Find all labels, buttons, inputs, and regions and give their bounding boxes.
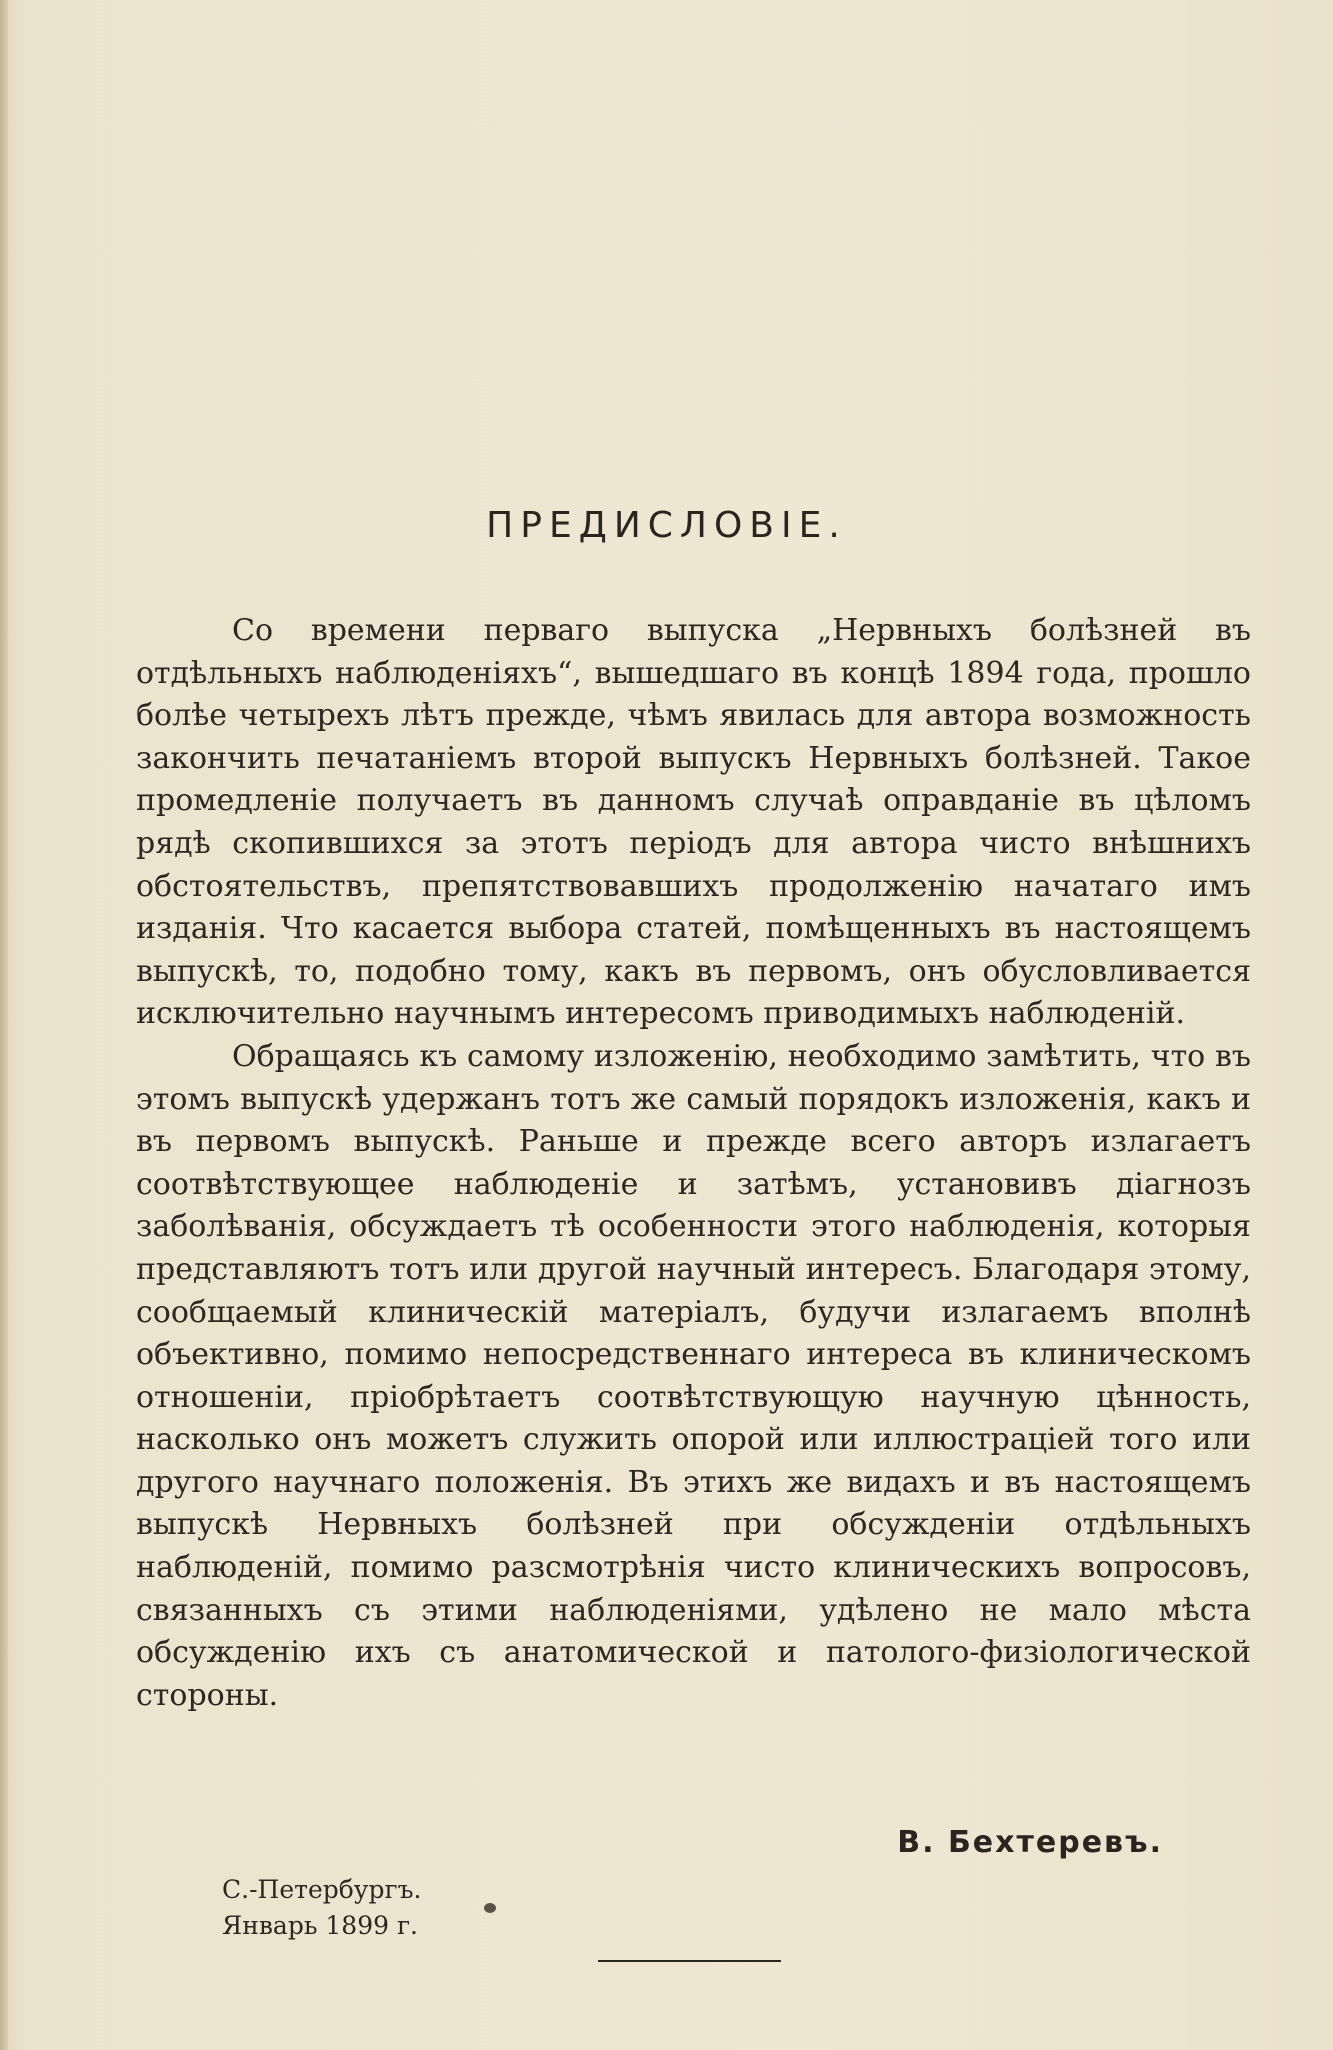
binding-edge [0, 0, 8, 2050]
author-signature: В. Бехтеревъ. [897, 1825, 1163, 1860]
page-heading: ПРЕДИСЛОВІЕ. [486, 505, 847, 546]
place-label: С.-Петербургъ. [222, 1875, 422, 1904]
paragraph-2: Обращаясь къ самому изложенію, необходимо замѣтить, что въ этомъ выпускѣ удержанъ тотъ же самый порядокъ изложенія, какъ и въ первомъ выпускѣ. Раньше и прежде всего авторъ излагаетъ соотвѣтствующее наблюденіе и затѣмъ, установивъ діагнозъ заболѣванія, обсуждаетъ тѣ особенности этого наблюденія, которыя представляютъ тотъ или другой научный интересъ. Благодаря этому, сообщаемый клиническій матеріалъ, будучи излагаемъ вполнѣ объективно, помимо непосредственнаго интереса въ клиническомъ отношеніи, пріобрѣтаетъ соотвѣтствующую научную цѣнность, насколько онъ можетъ служить опорой или иллюстраціей того или другого научнаго положенія. Въ этихъ же видахъ и въ настоящемъ выпускѣ Нервныхъ болѣзней при обсужденіи отдѣльныхъ наблюденій, помимо разсмотрѣнія чисто клиническихъ вопросовъ, связанныхъ съ этими наблюденіями, удѣлено не мало мѣста обсужденію ихъ съ анатомической и патолого-физіологической стороны. [136, 1038, 1251, 1713]
preface-body [136, 610, 1251, 1717]
ink-spot [484, 1903, 496, 1913]
place-date-block [222, 1872, 421, 1944]
closing-rule [598, 1960, 781, 1962]
paragraph-1: Со времени перваго выпуска „Нервныхъ болѣзней въ отдѣльныхъ наблюденіяхъ“, вышедшаго въ концѣ 1894 года, прошло болѣе четырехъ лѣтъ прежде, чѣмъ явилась для автора возможность закончить печатаніемъ второй выпускъ Нервныхъ болѣзней. Такое промедленіе получаетъ въ данномъ случаѣ оправданіе въ цѣломъ рядѣ скопившихся за этотъ періодъ для автора чисто внѣшнихъ обстоятельствъ, препятствовавшихъ продолженію начатаго имъ изданія. Что касается выбора статей, помѣщенныхъ въ настоящемъ выпускѣ, то, подобно тому, какъ въ первомъ, онъ обусловливается исключительно научнымъ интересомъ приводимыхъ наблюденій. [136, 613, 1251, 1032]
date-label: Январь 1899 г. [222, 1911, 419, 1940]
